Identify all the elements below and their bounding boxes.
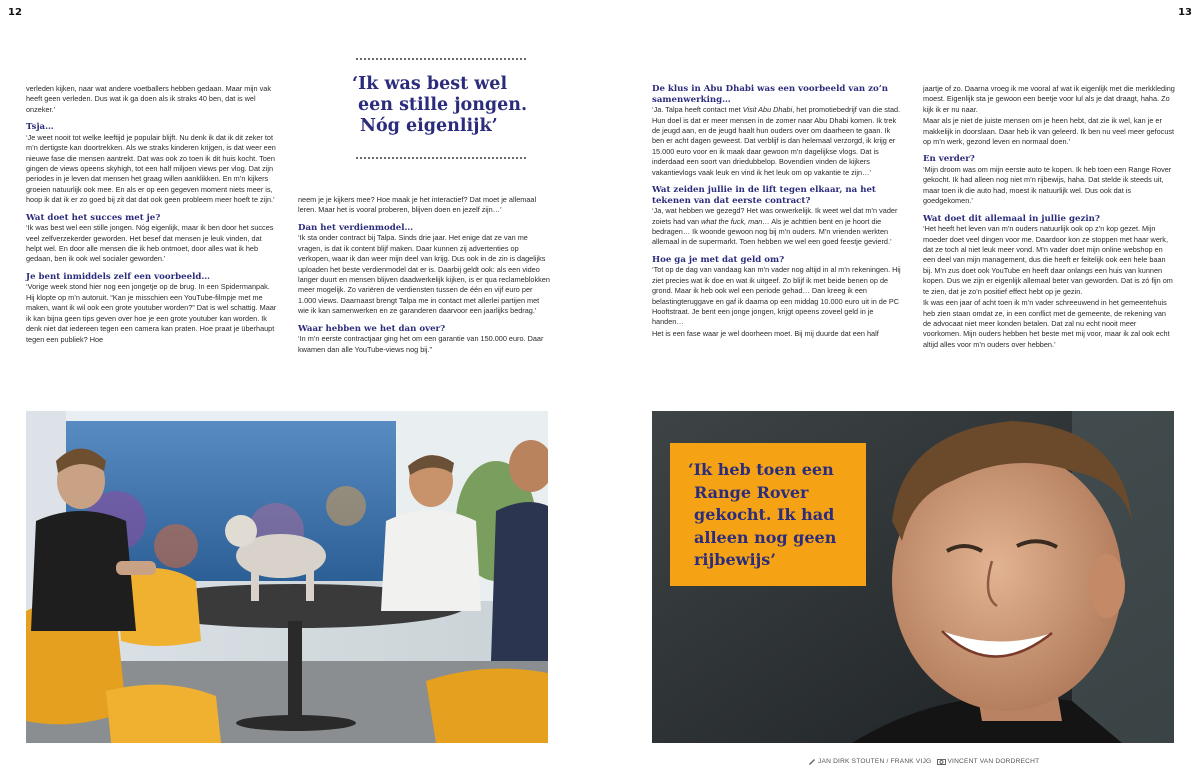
subheading: De klus in Abu Dhabi was een voorbeeld van zo’n samenwerking… bbox=[652, 84, 888, 105]
subheading: Dan het verdienmodel… bbox=[298, 222, 414, 233]
pullquote-line: ‘Ik was best wel bbox=[352, 74, 508, 94]
subheading: En verder? bbox=[923, 154, 975, 165]
paragraph: ‘Ik was best wel een stille jongen. Nóg eigenlijk, maar ik ben door het succes veel zelfverzekerder geworden. Het besef dat mensen je leuk vinden, dat helpt wel. En door alle mensen die ik heb ontmoet, door alles wat ik heb gedaan, ben ik ook wel socialer geworden.’ bbox=[26, 223, 274, 264]
quote-box bbox=[670, 443, 866, 586]
photographer-credit: VINCENT VAN DORDRECHT bbox=[947, 758, 1040, 765]
paragraph: ‘Je weet nooit tot welke leeftijd je populair blijft. Nu denk ik dat ik dit zeker tot m’n dertigste kan doortrekken. Als we straks kinderen krijgen, is dat weer een nieuwe fase die mensen aantrekt. Dat was ook zo toen ik dit huis kocht. Toen gingen de views opeens skyhigh, tot een half miljoen views per vlog. Dat zijn periodes in je leven dat mensen het graag willen aanklikken. En m’n kijkers groeien natuurlijk ook mee. En als er op een gegeven moment niets meer is, hoop ik dat ik er zo goed bij zit dat dat ook geen probleem meer hoeft te zijn.’ bbox=[26, 132, 276, 205]
pen-icon bbox=[808, 758, 816, 765]
paragraph: ‘Het heeft het leven van m’n ouders natuurlijk ook op z’n kop gezet. Mijn moeder doet veel dingen voor me. Daardoor kon ze stoppen met haar werk, dat ze toch al niet leuk meer vond. M’n vader doet mijn online webshop en een deel van mijn management, dus die heeft er feitelijk ook een hele baan bij. M’n zus doet ook YouTube en heeft daar onlangs een huis van kunnen kopen. Dus we zijn er eigenlijk allemaal beter van geworden. Dat is zó fijn om te zien, dat je zo’n positief effect hebt op je gezin. bbox=[923, 224, 1173, 296]
subheading: Wat zeiden jullie in de lift tegen elkaar, na het tekenen van dat eerste contract? bbox=[652, 185, 876, 206]
paragraph: ‘Mijn droom was om mijn eerste auto te kopen. Ik heb toen een Range Rover gekocht. Ik had alleen nog niet m’n rijbewijs, haha. Dat stelde ik steeds uit, maar toen ik die auto had, moest ik natuurlijk wel. Dus ook dat is goedgekomen.’ bbox=[923, 165, 1172, 206]
paragraph bbox=[652, 206, 902, 248]
text-run: , het promotiebedrijf van die stad. Hun doel is dat er meer mensen in de zomer naar Abu Dhabi komen. Ik trek de jeugd aan, en de jeugd haalt hun ouders over om daarheen te gaan. Ik ben er acht dagen geweest. Dat verblijf is dan helemaal verzorgd, ik krijg er 15.000 euro voor en ik maak daar gewoon m’n dagelijkse vlogs. Dat is inderdaad een soort van driedubbelop. Bovendien vinden de kijkers vakantievlogs vaak leuk en vind ik het leuk om op vakantie te zijn…’ bbox=[652, 105, 901, 177]
paragraph: Het is een fase waar je wel doorheen moet. Bij mij duurde dat een half bbox=[652, 328, 879, 338]
emphasis-text: what the fuck, man… bbox=[701, 216, 770, 226]
pullquote-line: een stille jongen. bbox=[358, 95, 528, 115]
pullquote bbox=[352, 74, 542, 137]
paragraph: ‘In m’n eerste contractjaar ging het om een garantie van 150.000 euro. Daar kwamen dan alle YouTube-views nog bij.” bbox=[298, 334, 544, 354]
pullquote-divider-top bbox=[356, 58, 526, 60]
paragraph: Maar als je niet de juiste mensen om je heen hebt, dat zie ik wel, kan je er makkelijk in doorslaan. Daar heb ik van geleerd. Ik ben nu veel meer gefocust op m’n werk, gezond leven en normaal doen.’ bbox=[923, 116, 1175, 147]
subheading: Je bent inmiddels zelf een voorbeeld… bbox=[26, 271, 210, 282]
quote-line: ‘Ik heb toen een bbox=[688, 460, 834, 479]
paragraph: ‘Tot op de dag van vandaag kan m’n vader nog altijd in al m’n rekeningen. Hij ziet precies wat ik doe en wat ik uitgeef. Zo blijf ik met beide benen op de grond. Maar ik heb ook wel een periode gehad… Dan kreeg ik een belastingteruggave en gaf ik daarna op een middag 10.000 euro uit in de PC Hooftstraat. Je bent een jonge jongen, krijgt opeens zoveel geld in je handen… bbox=[652, 265, 901, 327]
photo-credits bbox=[808, 758, 1039, 765]
paragraph bbox=[652, 105, 902, 178]
office-meeting-photo bbox=[26, 411, 548, 743]
article-column-2 bbox=[298, 195, 550, 356]
pullquote-line: Nóg eigenlijk’ bbox=[360, 116, 498, 136]
subheading: Wat doet het succes met je? bbox=[26, 212, 161, 223]
subheading: Waar hebben we het dan over? bbox=[298, 323, 446, 334]
page-number-right: 13 bbox=[1178, 7, 1192, 18]
quote-line: gekocht. Ik had bbox=[694, 505, 835, 524]
article-column-3 bbox=[652, 84, 902, 340]
paragraph: ‘Vorige week stond hier nog een jongetje op de brug. In een Spidermanpak. Hij klopte op m’n autoruit. “Kan je misschien een YouTube-filmpje met me maken, want ik wil ook een grote youtuber worden?” Dat is wel schattig. Maar ik kan bijna geen tips geven over hoe je een grote youtuber kan worden. Ik denk niet dat iedereen tegen een camera kan praten. Hoe praat je überhaupt tegen een publiek? Hoe bbox=[26, 282, 277, 344]
text-run: ‘Ja. Talpa heeft contact met bbox=[652, 105, 743, 115]
quote-line: alleen nog geen bbox=[694, 527, 837, 547]
paragraph: Ik was een jaar of acht toen ik m’n vader schreeuwend in het gemeentehuis heb zien staan omdat ze, in een conflict met de gemeente, de rekening van de advocaat niet meer konden betalen. Dat zal nu echt nooit meer voorkomen. Mijn ouders hebben het beste met mij voor, maar ik zal ook echt altijd alles voor m’n ouders over hebben.’ bbox=[923, 298, 1170, 349]
quote-line: Range Rover bbox=[694, 482, 809, 502]
subheading: Tsja… bbox=[26, 122, 54, 133]
writers-credit: JAN DIRK STOUTEN / FRANK VIJG bbox=[818, 758, 932, 765]
text-run: Als je achttien bent en je hoort die bedragen… Ik woonde gewoon nog bij m’n ouders. M’n vrienden werkten allemaal in de supermarkt. Toen hebben we wel een goed feestje gevierd.’ bbox=[652, 216, 892, 247]
subheading: Wat doet dit allemaal in jullie gezin? bbox=[923, 213, 1100, 224]
paragraph: verleden kijken, naar wat andere voetballers hebben gedaan. Maar mijn vak heeft geen verleden. Dus wat ik ga doen als ik straks 40 ben, dat is wel onzeker.’ bbox=[26, 84, 271, 114]
camera-icon bbox=[937, 758, 945, 765]
paragraph: ‘Ik sta onder contract bij Talpa. Sinds drie jaar. Het enige dat ze van me vragen, is dat ik content blijf maken. Daar kunnen zij advertenties op verkopen, waar ik dan weer mijn deel van krijg. Dus ook in de zin is dagelijks uploaden het beste verdienmodel dat er is. Daarbij geldt ook: als een video langer duurt en mensen blijven daadwerkelijk kijken, is er qua reclameblokken meer mogelijk. Zo variëren de verdiensten tussen de één en vijf euro per 1.000 views. Daarnaast brengt Talpa me in contact met allerlei partijen met wie ik kan samenwerken en ze garanderen daarvoor een jaarlijks bedrag.’ bbox=[298, 233, 550, 316]
subheading: Hoe ga je met dat geld om? bbox=[652, 254, 785, 265]
emphasis-text: Visit Abu Dhabi bbox=[742, 105, 793, 115]
quote-line: rijbewijs’ bbox=[694, 550, 776, 569]
paragraph: jaartje of zo. Daarna vroeg ik me vooral af wat ik eigenlijk met die merkkleding moest. Eigenlijk sta je gewoon een beetje voor lul als je dat draagt, haha. Zo kijk ik er nu naar. bbox=[923, 84, 1175, 114]
pullquote-divider-bottom bbox=[356, 157, 526, 159]
article-column-4 bbox=[923, 84, 1175, 351]
paragraph: neem je je kijkers mee? Hoe maak je het interactief? Dat moet je allemaal leren. Maar het is vooral proberen, blijven doen en jezelf zijn…’ bbox=[298, 195, 537, 215]
page-number-left: 12 bbox=[8, 7, 22, 18]
article-column-1 bbox=[26, 84, 278, 346]
text-run: ‘Ja, wat hebben we gezegd? Het was onwerkelijk. Ik weet wel dat m’n vader zoiets had van bbox=[652, 206, 898, 226]
